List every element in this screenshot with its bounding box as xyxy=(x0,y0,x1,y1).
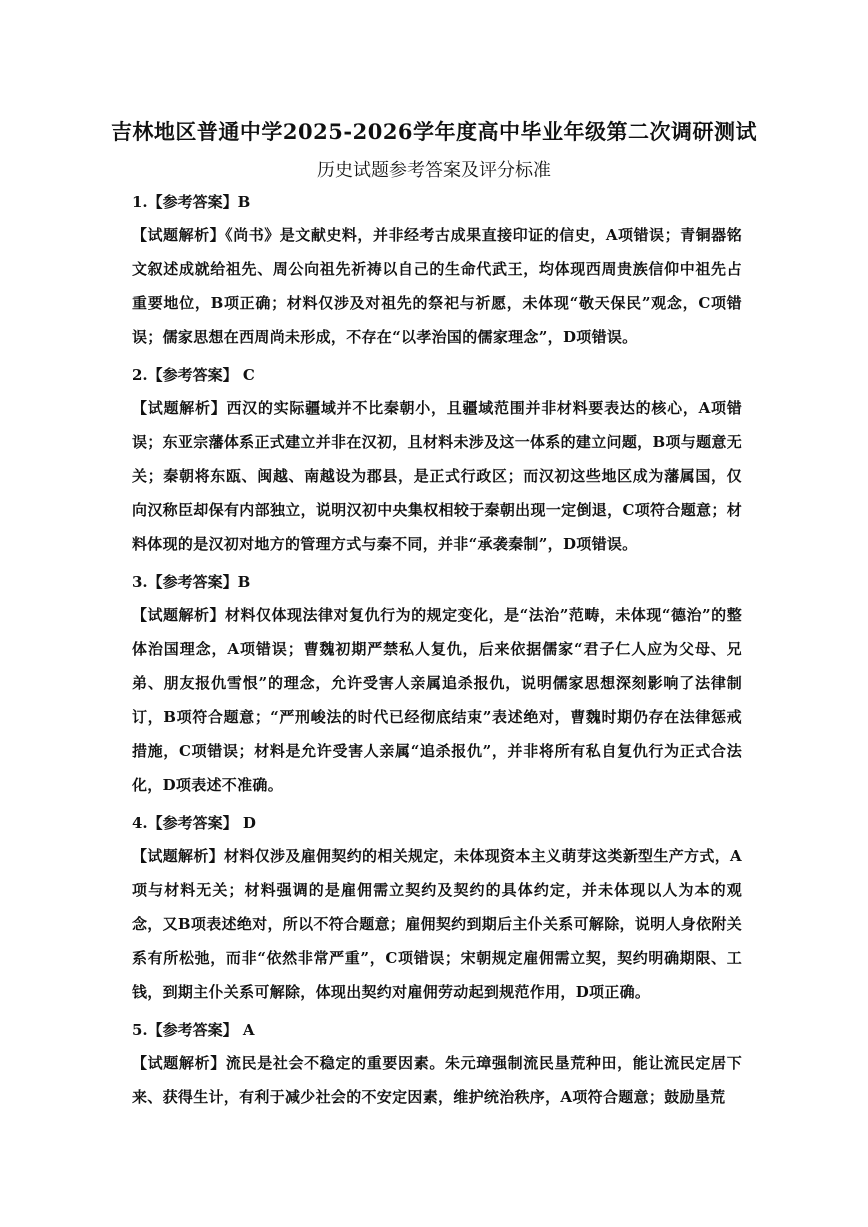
analysis-paragraph xyxy=(132,391,742,561)
analysis-tag: 【试题解析】 xyxy=(132,1054,226,1072)
document-title: 吉林地区普通中学2025-2026学年度高中毕业年级第二次调研测试 xyxy=(110,119,758,144)
question-2 xyxy=(132,361,742,561)
answer-label: 5.【参考答案】 A xyxy=(132,1021,255,1039)
analysis-tag: 【试题解析】 xyxy=(132,606,226,624)
question-5 xyxy=(132,1016,742,1114)
analysis-text: 《尚书》是文献史料，并非经考古成果直接印证的信史，A项错误；青铜器铭文叙述成就给祖先、周公向祖先祈祷以自己的生命代武王，均体现西周贵族信仰中祖先占重要地位，B项正确；材料仅涉及对祖先的祭祀与祈愿，未体现“敬天保民”观念，C项错误；儒家思想在西周尚未形成，不存在“以孝治国的儒家理念”，D项错误。 xyxy=(132,226,742,346)
analysis-paragraph xyxy=(132,839,742,1009)
answer-list xyxy=(132,188,742,1121)
analysis-text: 材料仅涉及雇佣契约的相关规定，未体现资本主义萌芽这类新型生产方式，A项与材料无关；材料强调的是雇佣需立契约及契约的具体约定，并未体现以人为本的观念，又B项表述绝对，所以不符合题意；雇佣契约到期后主仆关系可解除，说明人身依附关系有所松弛，而非“依然非常严重”，C项错误；宋朝规定雇佣需立契，契约明确期限、工钱，到期主仆关系可解除，体现出契约对雇佣劳动起到规范作用，D项正确。 xyxy=(132,847,742,1001)
answer-label: 2.【参考答案】 C xyxy=(132,366,255,384)
analysis-text: 流民是社会不稳定的重要因素。朱元璋强制流民垦荒种田，能让流民定居下来、获得生计，有利于减少社会的不安定因素，维护统治秩序，A项符合题意；鼓励垦荒 xyxy=(132,1054,742,1106)
analysis-paragraph xyxy=(132,1046,742,1114)
analysis-tag: 【试题解析】 xyxy=(132,847,225,865)
answer-label: 3.【参考答案】B xyxy=(132,573,251,591)
analysis-paragraph xyxy=(132,218,742,354)
question-3 xyxy=(132,568,742,802)
analysis-paragraph xyxy=(132,598,742,802)
analysis-text: 西汉的实际疆域并不比秦朝小，且疆域范围并非材料要表达的核心，A项错误；东亚宗藩体系正式建立并非在汉初，且材料未涉及这一体系的建立问题，B项与题意无关；秦朝将东瓯、闽越、南越设为郡县，是正式行政区；而汉初这些地区成为藩属国，仅向汉称臣却保有内部独立，说明汉初中央集权相较于秦朝出现一定倒退，C项符合题意；材料体现的是汉初对地方的管理方式与秦不同，并非“承袭秦制”，D项错误。 xyxy=(132,399,742,553)
analysis-tag: 【试题解析】 xyxy=(132,399,227,417)
question-4 xyxy=(132,809,742,1009)
question-1 xyxy=(132,188,742,354)
analysis-tag: 【试题解析】 xyxy=(132,226,226,244)
analysis-text: 材料仅体现法律对复仇行为的规定变化，是“法治”范畴，未体现“德治”的整体治国理念，A项错误；曹魏初期严禁私人复仇，后来依据儒家“君子仁人应为父母、兄弟、朋友报仇雪恨”的理念，允许受害人亲属追杀报仇，说明儒家思想深刻影响了法律制订，B项符合题意；“严刑峻法的时代已经彻底结束”表述绝对，曹魏时期仍存在法律惩戒措施，C项错误；材料是允许受害人亲属“追杀报仇”，并非将所有私自复仇行为正式合法化，D项表述不准确。 xyxy=(132,606,742,794)
answer-label: 4.【参考答案】 D xyxy=(132,814,256,832)
answer-label: 1.【参考答案】B xyxy=(132,193,251,211)
document-subtitle: 历史试题参考答案及评分标准 xyxy=(317,160,551,181)
